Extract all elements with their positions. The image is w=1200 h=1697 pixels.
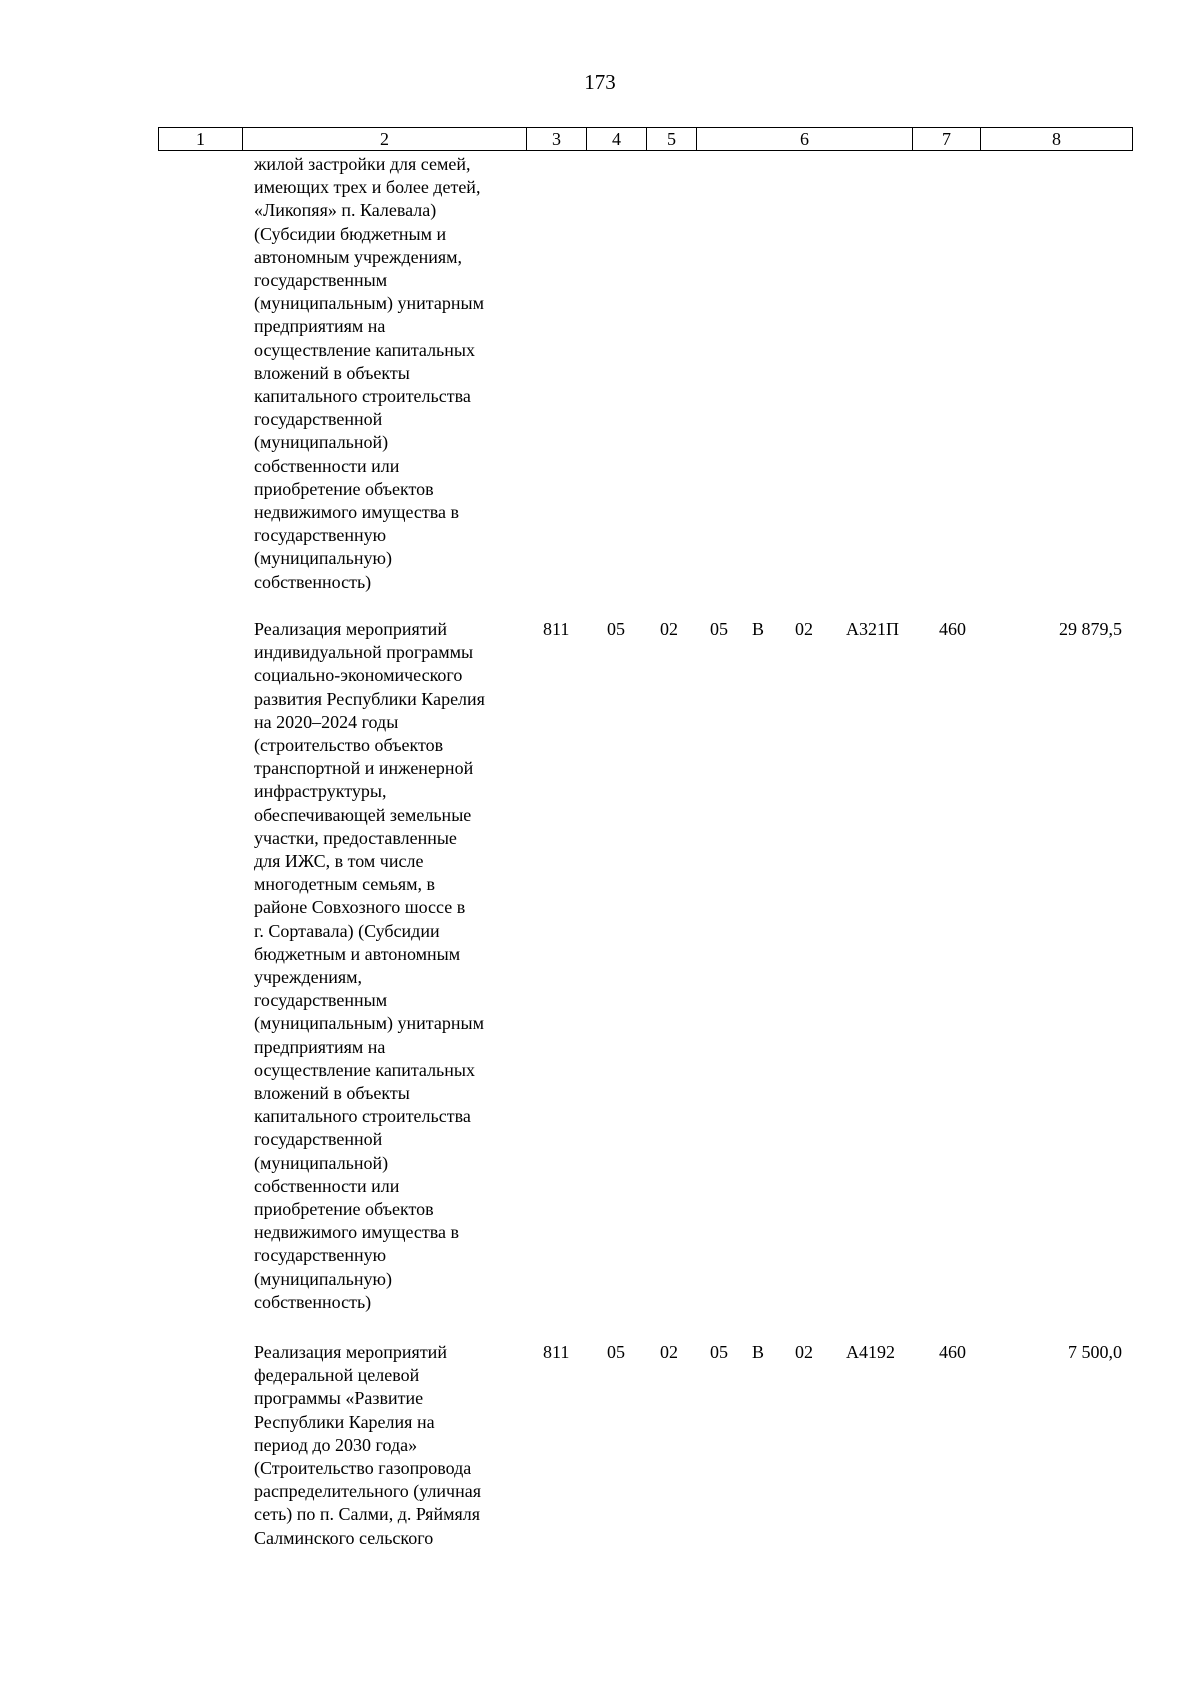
row-3-col6-b: В [752, 1342, 765, 1362]
row-2-col7: 460 [939, 619, 966, 639]
row-3-col3: 811 [543, 1342, 570, 1362]
row-2-col8: 29 879,5 [1059, 619, 1122, 639]
row-3-col8: 7 500,0 [1068, 1342, 1122, 1362]
row-2-col5: 02 [660, 619, 678, 639]
column-header-6: 6 [697, 128, 913, 151]
row-3-col6-c: 02 [795, 1342, 813, 1362]
column-header-3: 3 [527, 128, 587, 151]
row-2-col3: 811 [543, 619, 570, 639]
row-3-col6-a: 05 [710, 1342, 728, 1362]
row-3-col4: 05 [607, 1342, 625, 1362]
column-header-4: 4 [587, 128, 647, 151]
row-2-col4: 05 [607, 619, 625, 639]
column-header-row [159, 128, 1133, 151]
row-2-description: Реализация мероприятий индивидуальной программы социально-экономического развития Республики Карелия на 2020–2024 годы (строительство объектов транспортной и инженерной инфраструктуры, обеспечивающей земельные участки, предоставленные для ИЖС, в том числе многодетным семьям, в районе Совхозного шоссе в г. Сортавала) (Субсидии бюджетным и автономным учреждениям, государственным (муниципальным) унитарным предприятиям на осуществление капитальных вложений в объекты капитального строительства государственной (муниципальной) собственности или приобретение объектов недвижимого имущества в государственную (муниципальную) собственность) [254, 619, 485, 1312]
row-3-col7: 460 [939, 1342, 966, 1362]
column-header-5: 5 [647, 128, 697, 151]
row-2-col6-d: А321П [846, 619, 899, 639]
row-2-col6-c: 02 [795, 619, 813, 639]
row-1-description: жилой застройки для семей, имеющих трех и более детей, «Ликопяя» п. Калевала) (Субсидии бюджетным и автономным учреждениям, государственным (муниципальным) унитарным предприятиям на осуществление капитальных вложений в объекты капитального строительства государственной (муниципальной) собственности или приобретение объектов недвижимого имущества в государственную (муниципальную) собственность) [254, 154, 484, 592]
row-2-col6-a: 05 [710, 619, 728, 639]
column-header-8: 8 [981, 128, 1133, 151]
column-header-7: 7 [913, 128, 981, 151]
row-3-description: Реализация мероприятий федеральной целевой программы «Развитие Республики Карелия на период до 2030 года» (Строительство газопровода распределительного (уличная сеть) по п. Салми, д. Ряймяля Салминского сельского [254, 1342, 482, 1548]
column-header-1: 1 [159, 128, 243, 151]
column-header-2: 2 [243, 128, 527, 151]
row-3-col6-d: А4192 [846, 1342, 895, 1362]
row-2-col6-b: В [752, 619, 765, 639]
row-3-col5: 02 [660, 1342, 678, 1362]
column-header-table [158, 127, 1133, 151]
page-number: 173 [584, 70, 616, 94]
